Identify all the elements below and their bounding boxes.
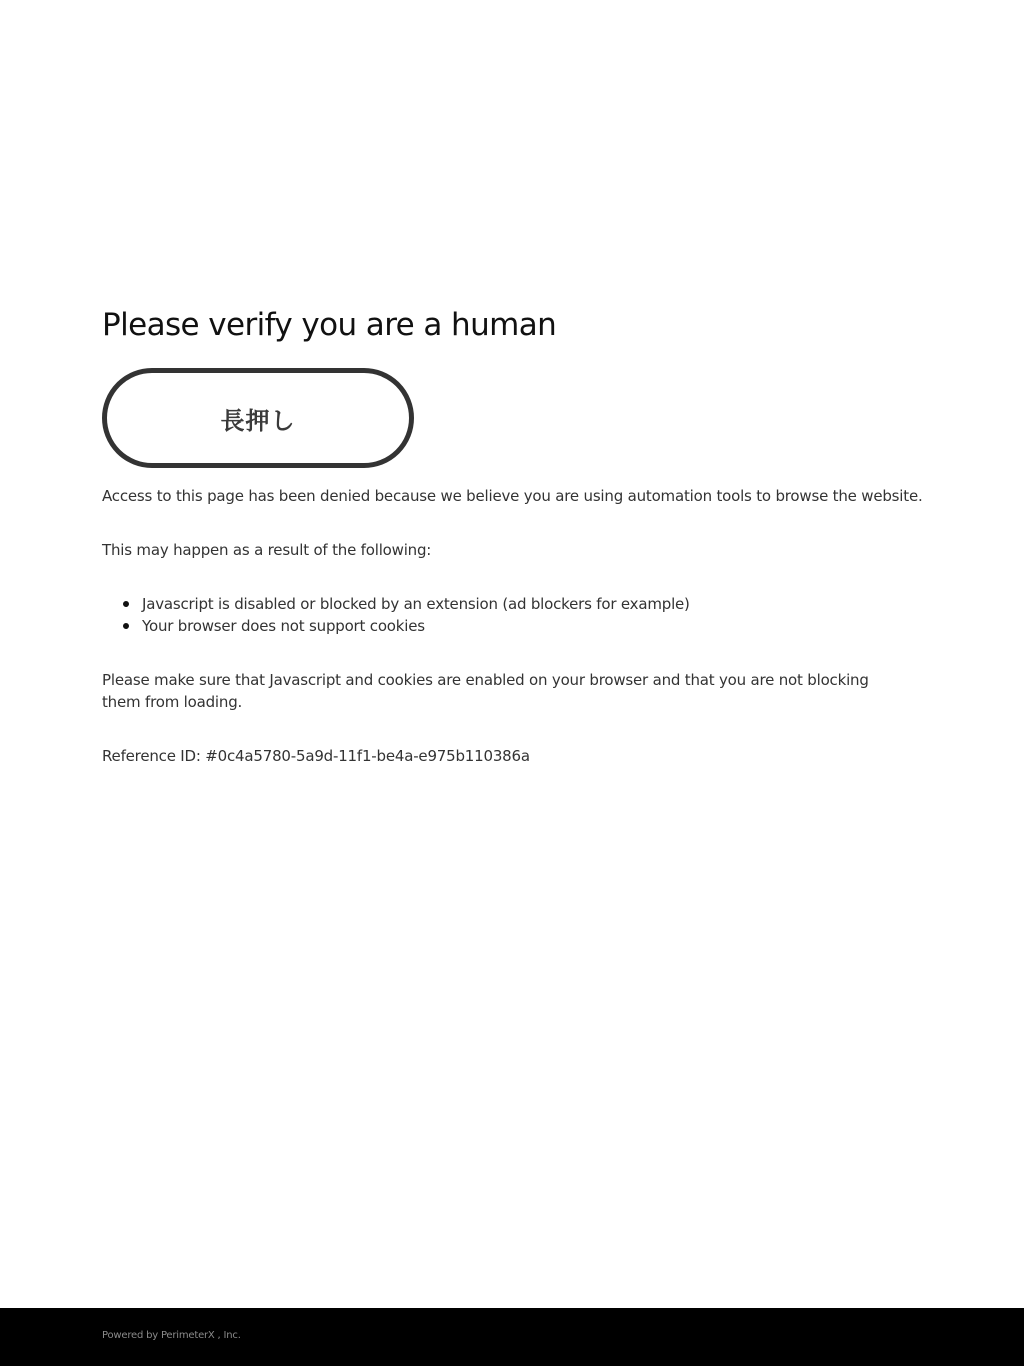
press-and-hold-label: 長押し xyxy=(220,406,296,435)
reasons-intro: This may happen as a result of the following: xyxy=(102,541,432,559)
access-denied-message: Access to this page has been denied because we believe you are using automation tools to browse the website. xyxy=(102,487,923,505)
reasons-list xyxy=(102,593,690,637)
bullet-icon xyxy=(123,623,129,629)
powered-by-text: Powered by PerimeterX , Inc. xyxy=(102,1330,241,1341)
instructions-message: Please make sure that Javascript and cookies are enabled on your browser and that you are not blocking them from loading. xyxy=(102,671,869,711)
reference-id: Reference ID: #0c4a5780-5a9d-11f1-be4a-e975b110386a xyxy=(102,747,530,765)
press-and-hold-button[interactable] xyxy=(102,368,414,468)
page-title: Please verify you are a human xyxy=(102,307,557,343)
list-item xyxy=(142,593,690,615)
footer-bar xyxy=(0,1308,1024,1366)
bullet-icon xyxy=(123,601,129,607)
reason-text: Your browser does not support cookies xyxy=(142,617,425,635)
reason-text: Javascript is disabled or blocked by an extension (ad blockers for example) xyxy=(142,595,690,613)
list-item xyxy=(142,615,690,637)
